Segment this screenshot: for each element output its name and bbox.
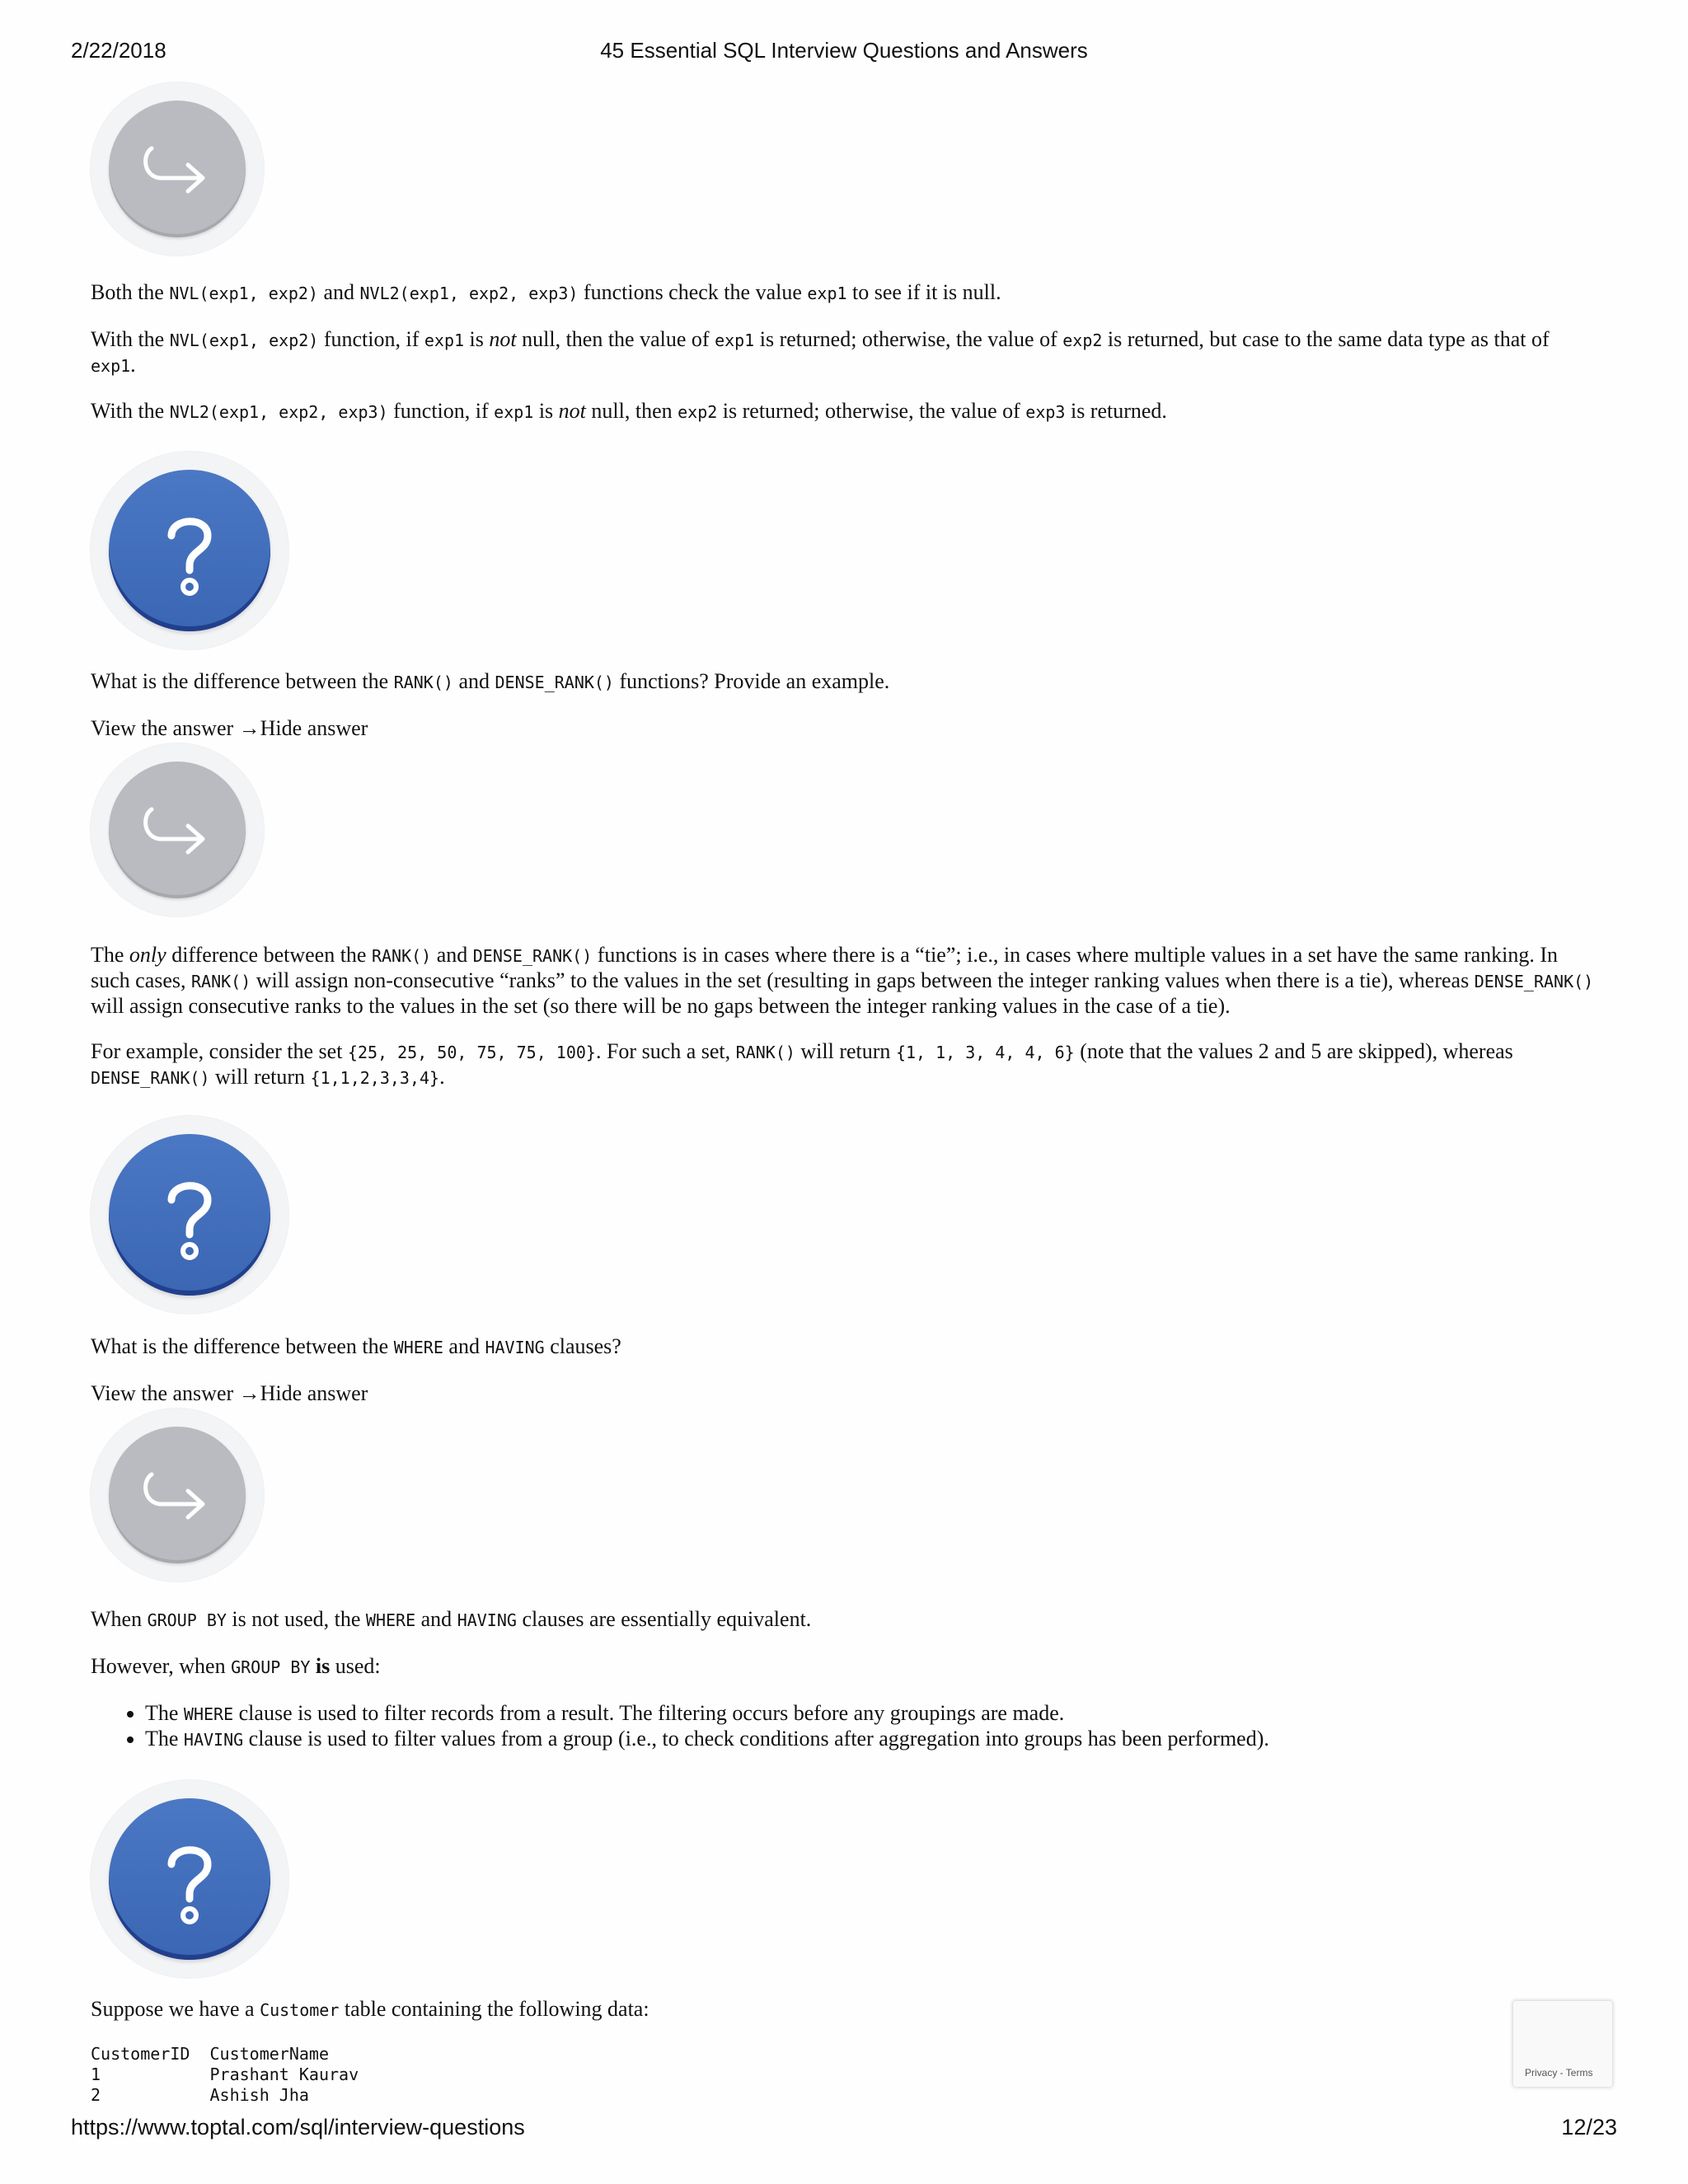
table-header-customer-name: CustomerName <box>209 2044 330 2064</box>
where-answer-toggle[interactable]: View the answer →Hide answer <box>91 1381 368 1405</box>
answer-badge <box>91 82 264 255</box>
where-answer-paragraph-1: When GROUP BY is not used, the WHERE and HAVING clauses are essentially equivalent. <box>91 1607 812 1631</box>
where-answer-paragraph-2: However, when GROUP BY is used: <box>91 1654 381 1678</box>
return-arrow-icon <box>109 101 246 237</box>
where-question: What is the difference between the WHERE and HAVING clauses? <box>91 1334 621 1358</box>
rank-answer-paragraph-2: For example, consider the set {25, 25, 50, 75, 75, 100}. For such a set, RANK() will return {1, 1, 3, 4, 4, 6} (note that the values 2 and 5 are skipped), whereas DENSE_RANK() will return {1,1,2,3,3,4}. <box>91 1039 1513 1089</box>
rank-answer-toggle[interactable]: View the answer →Hide answer <box>91 716 368 740</box>
nvl-paragraph-3: With the NVL2(exp1, exp2, exp3) function, if exp1 is not null, then exp2 is returned; otherwise, the value of exp3 is returned. <box>91 399 1167 423</box>
list-item: • The WHERE clause is used to filter records from a result. The filtering occurs before any groupings are made. <box>145 1701 1269 1727</box>
customer-intro: Suppose we have a Customer table containing the following data: <box>91 1997 649 2021</box>
recaptcha-badge[interactable] <box>1513 2001 1612 2087</box>
rank-question: What is the difference between the RANK() and DENSE_RANK() functions? Provide an example. <box>91 669 890 693</box>
list-item: • The HAVING clause is used to filter values from a group (i.e., to check conditions after aggregation into groups has been performed). <box>145 1727 1269 1752</box>
answer-badge <box>91 1408 264 1582</box>
nvl-paragraph-2: With the NVL(exp1, exp2) function, if exp1 is not null, then the value of exp1 is returned; otherwise, the value of exp2 is returned, but case to the same data type as that of exp1. <box>91 327 1550 377</box>
return-arrow-icon <box>109 762 246 898</box>
rank-answer-paragraph-1: The only difference between the RANK() and DENSE_RANK() functions is in cases where there is a “tie”; i.e., in cases where multiple values in a set have the same ranking. In such cases, RANK() will assign non-consecutive “ranks” to the values in the set (resulting in gaps between the integer ranking values when there is a tie), whereas DENSE_RANK() will assign consecutive ranks to the values in the set (so there will be no gaps between the integer ranking values in the case of a tie). <box>91 943 1594 1018</box>
nvl-paragraph-1: Both the NVL(exp1, exp2) and NVL2(exp1, exp2, exp3) functions check the value exp1 to see if it is null. <box>91 280 1001 304</box>
question-badge <box>91 1116 288 1314</box>
table-cell: 2 <box>91 2085 101 2105</box>
where-having-bullets <box>91 1701 1269 1752</box>
table-cell: Ashish Jha <box>209 2085 309 2105</box>
table-cell: 1 <box>91 2064 101 2084</box>
question-mark-icon <box>109 1798 270 1960</box>
question-mark-icon <box>109 470 270 631</box>
recaptcha-links[interactable]: Privacy - Terms <box>1525 2067 1593 2079</box>
question-badge <box>91 1780 288 1978</box>
footer-page-number: 12/23 <box>1561 2115 1617 2139</box>
customer-table <box>91 2044 359 2106</box>
table-header-customer-id: CustomerID <box>91 2044 190 2064</box>
footer-url[interactable]: https://www.toptal.com/sql/interview-questions <box>71 2115 525 2139</box>
header-title: 45 Essential SQL Interview Questions and Answers <box>600 38 1088 63</box>
answer-badge <box>91 743 264 916</box>
return-arrow-icon <box>109 1427 246 1563</box>
header-date: 2/22/2018 <box>71 38 166 63</box>
question-badge <box>91 452 288 649</box>
table-cell: Prashant Kaurav <box>209 2064 359 2084</box>
question-mark-icon <box>109 1134 270 1296</box>
